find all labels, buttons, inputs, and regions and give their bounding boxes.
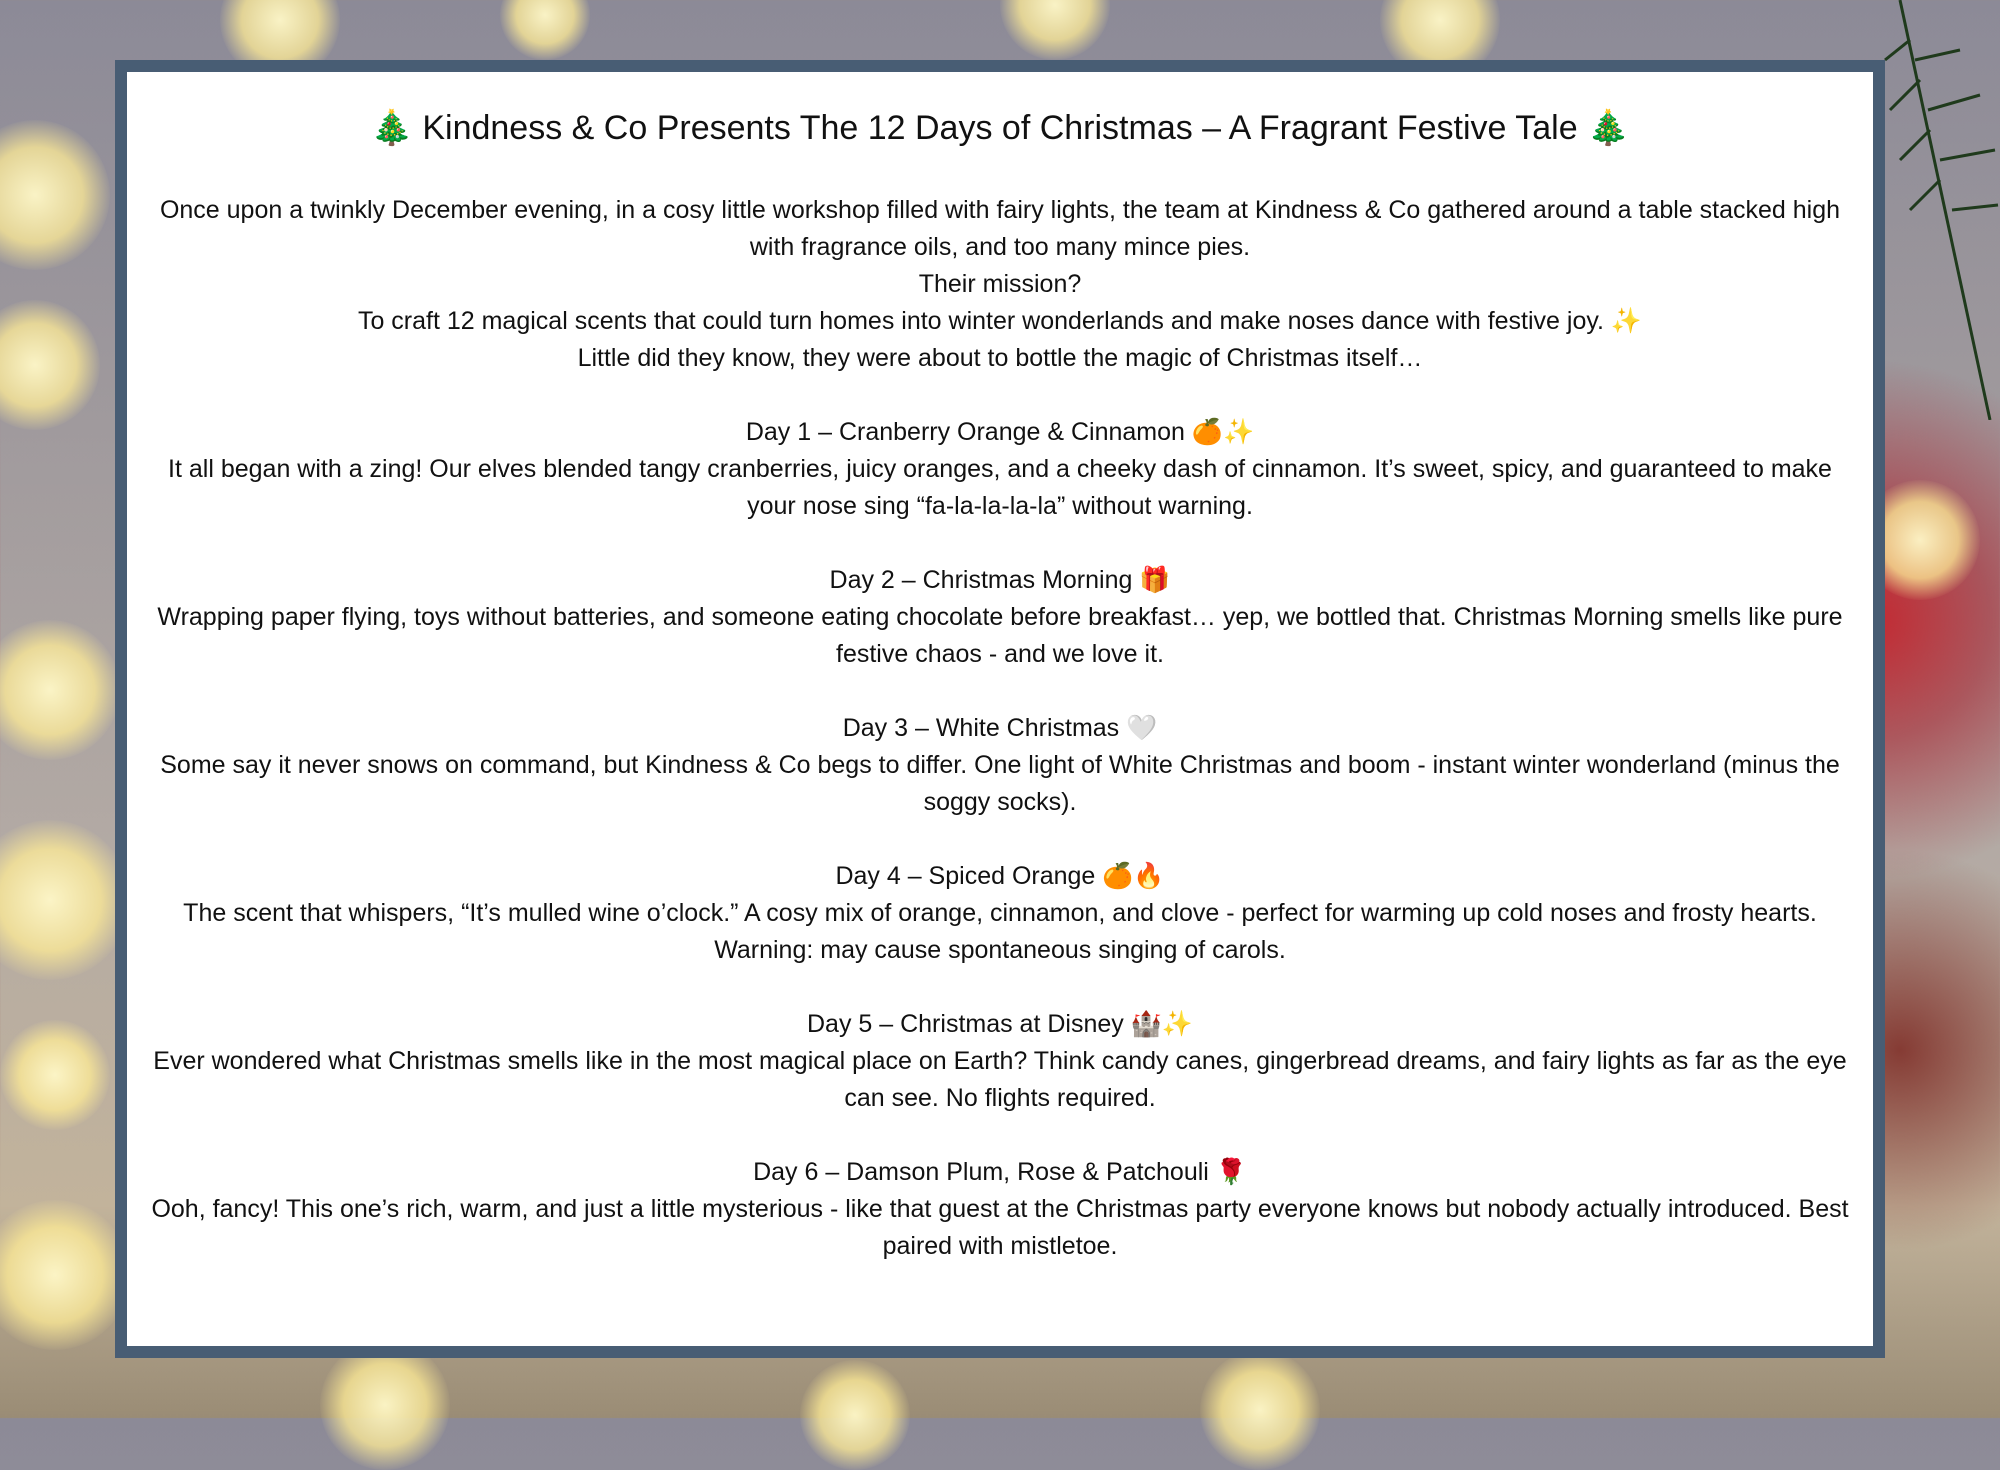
intro-paragraph: To craft 12 magical scents that could turn homes into winter wonderlands and make noses dance with festive joy. ✨: [357, 307, 1643, 336]
day-description: Some say it never snows on command, but Kindness & Co begs to differ. One light of White Christmas and boom - instant winter wonderland (minus the soggy socks).: [160, 751, 1840, 817]
bokeh-light: [1200, 1350, 1320, 1470]
day-description: Ever wondered what Christmas smells like in the most magical place on Earth? Think candy canes, gingerbread dreams, and fairy lights as far as the eye can see. No flights required.: [153, 1047, 1847, 1113]
intro-paragraph: Little did they know, they were about to bottle the magic of Christmas itself…: [577, 344, 1423, 373]
day-description: The scent that whispers, “It’s mulled wine o’clock.” A cosy mix of orange, cinnamon, and clove - perfect for warming up cold noses and frosty hearts. Warning: may cause spontaneous singing of carols.: [183, 899, 1817, 965]
bokeh-light: [0, 1200, 130, 1350]
day-description: Ooh, fancy! This one’s rich, warm, and just a little mysterious - like that guest at the Christmas party everyone knows but nobody actually introduced. Best paired with mistletoe.: [151, 1195, 1849, 1261]
bokeh-light: [800, 1360, 910, 1470]
bokeh-light: [0, 300, 100, 430]
bokeh-light: [1000, 0, 1110, 60]
day-heading: Day 1 – Cranberry Orange & Cinnamon 🍊✨: [745, 418, 1255, 447]
day-heading: Day 3 – White Christmas 🤍: [842, 714, 1158, 743]
bokeh-light: [500, 0, 590, 60]
intro-paragraph: Their mission?: [918, 270, 1082, 299]
day-heading: Day 2 – Christmas Morning 🎁: [829, 566, 1171, 595]
bokeh-light: [320, 1340, 450, 1470]
bokeh-light: [0, 120, 110, 270]
day-heading: Day 5 – Christmas at Disney 🏰✨: [807, 1010, 1193, 1039]
day-description: It all began with a zing! Our elves blended tangy cranberries, juicy oranges, and a cheeky dash of cinnamon. It’s sweet, spicy, and guaranteed to make your nose sing “fa-la-la-la-la” without warning.: [168, 455, 1832, 521]
day-heading: Day 6 – Damson Plum, Rose & Patchouli 🌹: [753, 1158, 1247, 1187]
pine-branch-decoration: [1880, 0, 2000, 420]
page-title: 🎄 Kindness & Co Presents The 12 Days of Christmas – A Fragrant Festive Tale 🎄: [370, 109, 1630, 147]
story-frame: [115, 60, 1885, 1358]
intro-paragraph: Once upon a twinkly December evening, in a cosy little workshop filled with fairy lights, the team at Kindness & Co gathered around a table stacked high with fragrance oils, and too many mince pies.: [159, 196, 1841, 262]
bokeh-light: [0, 1020, 110, 1130]
story-card: [127, 72, 1873, 1346]
bokeh-light: [0, 620, 120, 760]
day-heading: Day 4 – Spiced Orange 🍊🔥: [835, 862, 1165, 891]
day-description: Wrapping paper flying, toys without batteries, and someone eating chocolate before breakfast… yep, we bottled that. Christmas Morning smells like pure festive chaos - and we love it.: [157, 603, 1843, 669]
bokeh-light: [0, 820, 130, 980]
